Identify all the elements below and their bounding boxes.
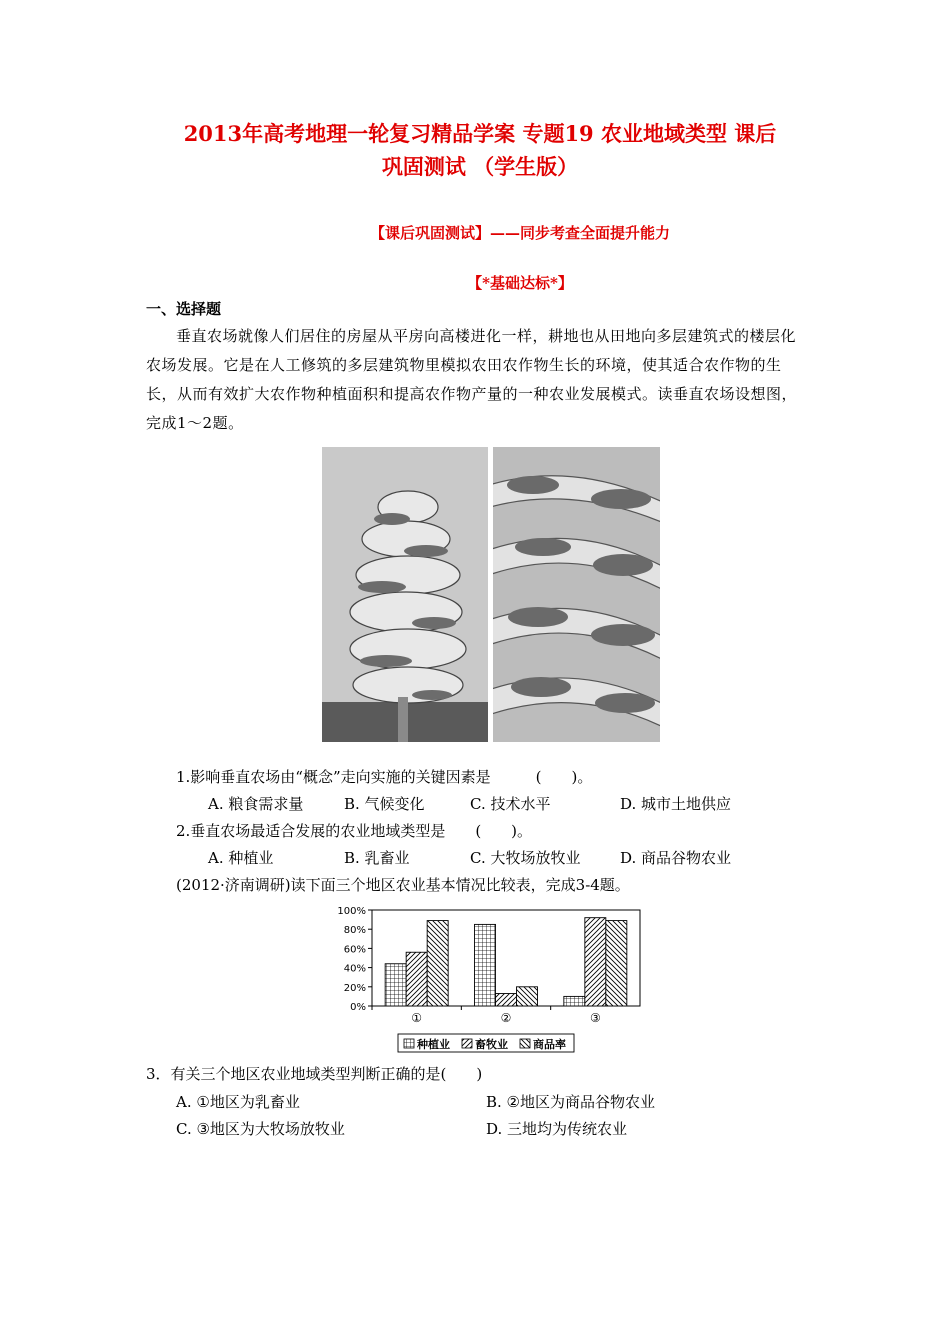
y-tick-label: 80% — [343, 925, 366, 937]
vertical-farm-photo-right — [493, 447, 660, 742]
page-title-line1: 2013年高考地理一轮复习精品学案 专题19 农业地域类型 课后 — [183, 121, 777, 146]
x-category-label: ③ — [589, 1011, 601, 1025]
legend-label-3: 商品率 — [533, 1038, 566, 1051]
chart-intro: (2012·济南调研)读下面三个地区农业基本情况比较表，完成3-4题。 — [176, 876, 630, 894]
x-category-label: ② — [500, 1011, 512, 1025]
q2-option-a[interactable]: A. 种植业 — [208, 849, 274, 867]
q1-option-d[interactable]: D. 城市土地供应 — [620, 795, 732, 813]
bar-1-2 — [406, 952, 427, 1006]
x-category-label: ① — [411, 1011, 423, 1025]
bar-1-1 — [385, 964, 406, 1006]
legend-label-2: 畜牧业 — [475, 1038, 508, 1051]
y-tick-label: 100% — [337, 906, 366, 917]
bar-1-3 — [427, 921, 448, 1006]
level-heading: 【*基础达标*】 — [467, 274, 573, 292]
vertical-farm-photo-left — [322, 447, 488, 742]
q2-option-c[interactable]: C. 大牧场放牧业 — [470, 849, 581, 867]
bar-2-2 — [496, 994, 517, 1006]
page-title-line2: 巩固测试 （学生版） — [381, 154, 579, 179]
bar-3-1 — [564, 996, 585, 1006]
q3-option-c[interactable]: C. ③地区为大牧场放牧业 — [176, 1120, 345, 1138]
section-subtitle: 【课后巩固测试】——同步考查全面提升能力 — [369, 224, 670, 242]
q3-option-a[interactable]: A. ①地区为乳畜业 — [176, 1093, 300, 1111]
q2-option-b[interactable]: B. 乳畜业 — [344, 849, 410, 867]
q1-option-c[interactable]: C. 技术水平 — [470, 795, 551, 813]
q1-option-a[interactable]: A. 粮食需求量 — [208, 795, 304, 813]
y-tick-label: 20% — [343, 982, 366, 994]
q1-option-b[interactable]: B. 气候变化 — [344, 795, 425, 813]
legend-swatch-2 — [462, 1039, 472, 1048]
bar-2-3 — [517, 987, 538, 1006]
intro-paragraph: 垂直农场就像人们居住的房屋从平房向高楼进化一样，耕地也从田地向多层建筑式的楼层化农场发展。它是在人工修筑的多层建筑物里模拟农田农作物生长的环境，使其适合农作物的生长，从而有效扩大农作物种植面积和提高农作物产量的一种农业发展模式。读垂直农场设想图，完成1～2题。 — [146, 327, 798, 432]
legend-swatch-3 — [520, 1039, 530, 1048]
legend-swatch-1 — [404, 1039, 414, 1048]
question-2-stem: 2.垂直农场最适合发展的农业地域类型是 ( )。 — [176, 822, 533, 840]
question-3-stem: 3．有关三个地区农业地域类型判断正确的是( ) — [146, 1065, 483, 1083]
y-tick-label: 0% — [350, 1002, 366, 1013]
q3-option-b[interactable]: B. ②地区为商品谷物农业 — [486, 1093, 656, 1111]
y-tick-label: 60% — [343, 944, 366, 956]
bar-3-2 — [585, 918, 606, 1006]
bar-2-1 — [475, 924, 496, 1006]
legend-label-1: 种植业 — [417, 1038, 450, 1051]
q2-option-d[interactable]: D. 商品谷物农业 — [620, 849, 732, 867]
q3-option-d[interactable]: D. 三地均为传统农业 — [486, 1120, 628, 1138]
agriculture-bar-chart — [330, 898, 650, 1058]
question-1-stem: 1.影响垂直农场由“概念”走向实施的关键因素是 ( )。 — [176, 768, 593, 786]
bar-3-3 — [606, 921, 627, 1006]
y-tick-label: 40% — [343, 963, 366, 975]
section-label: 一、选择题 — [146, 300, 222, 318]
